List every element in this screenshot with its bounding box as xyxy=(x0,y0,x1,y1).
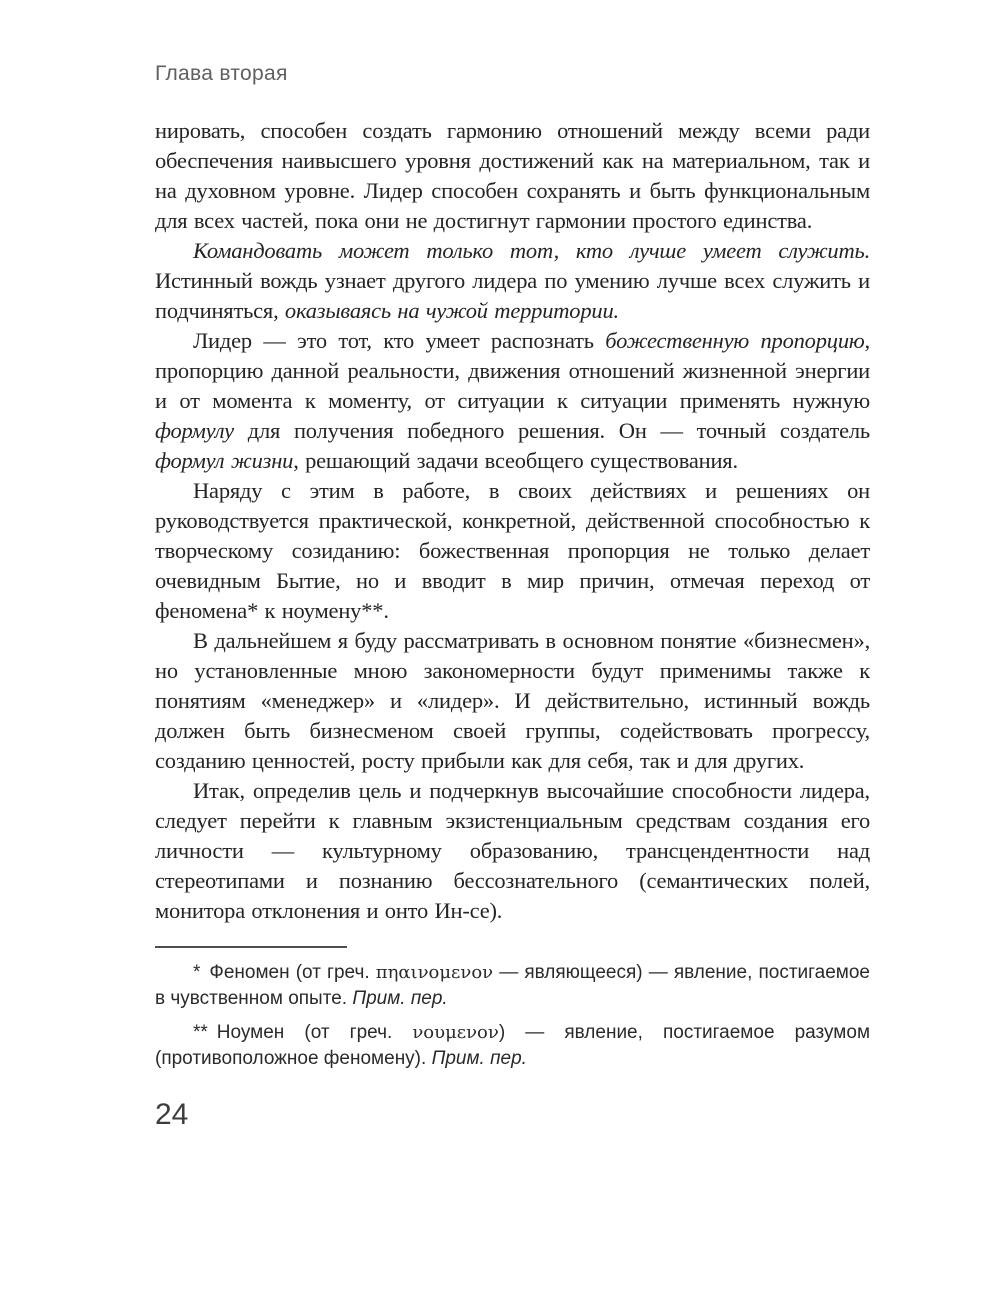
footnote xyxy=(155,1020,870,1072)
text-segment: В дальнейшем я буду рассматривать в основном понятие «бизнесмен», но установленные мною закономерности будут применимы также к понятиям «менеджер» и «лидер». И действительно, истинный вождь должен быть бизнесменом своей группы, содействовать прогрессу, созданию ценностей, росту прибыли как для себя, так и для других. xyxy=(155,628,870,773)
translator-note: Прим. пер. xyxy=(431,1048,527,1069)
italic-segment: божественную пропорцию xyxy=(605,328,865,353)
text-segment: Наряду с этим в работе, в своих действиях и решениях он руководствуется практической, конкретной, действенной способностью к творческому созиданию: божественная пропорция не только делает очевидным Бытие, но и вводит в мир причин, отмечая переход от феномена* к ноумену**. xyxy=(155,478,870,623)
footnote xyxy=(155,960,870,1012)
translator-note: Прим. пер. xyxy=(352,988,448,1009)
footnotes xyxy=(155,960,870,1072)
page-number: 24 xyxy=(155,1098,189,1131)
paragraph xyxy=(155,626,870,776)
italic-segment: формул жизни xyxy=(155,448,294,473)
body-text xyxy=(155,116,870,926)
text-segment: для получения победного решения. Он — точный создатель xyxy=(233,418,870,443)
greek-term: νουμενον xyxy=(412,1022,499,1043)
paragraph xyxy=(155,116,870,236)
italic-segment: Командовать может только тот, кто лучше умеет служить. xyxy=(193,238,870,263)
italic-segment: формулу xyxy=(155,418,234,443)
text-segment: Истинный вождь узнает другого лидера по умению лучше всех служить и подчиняться, xyxy=(155,268,870,323)
text-segment: ) — явление, постигаемое разумом (противоположное феномену). xyxy=(155,1022,871,1069)
footnote-separator xyxy=(155,946,347,948)
running-header: Глава вторая xyxy=(155,62,288,85)
paragraph xyxy=(155,776,870,926)
text-segment: Лидер — это тот, кто умеет распознать xyxy=(193,328,606,353)
greek-term: πηαινομενον xyxy=(375,962,494,983)
paragraph xyxy=(155,326,870,476)
text-segment: Ноумен (от греч. xyxy=(216,1022,413,1043)
footnote-marker: ** xyxy=(193,1022,208,1043)
text-segment: Феномен (от греч. xyxy=(209,962,376,983)
italic-segment: оказываясь на чужой территории. xyxy=(284,298,619,323)
text-segment: нировать, способен создать гармонию отношений между всеми ради обеспечения наивысшего уровня достижений как на материальном, так и на духовном уровне. Лидер способен сохранять и быть функциональным для всех частей, пока они не достигнут гармонии простого единства. xyxy=(155,118,870,233)
paragraph xyxy=(155,476,870,626)
text-segment: Итак, определив цель и подчеркнув высочайшие способности лидера, следует перейти к главным экзистенциальным средствам создания его личности — культурному образованию, трансцендентности над стереотипами и познанию бессознательного (семантических полей, монитора отклонения и онто Ин-се). xyxy=(155,778,870,923)
text-segment: , пропорцию данной реальности, движения отношений жизненной энергии и от момента к моменту, от ситуации к ситуации применять нужную xyxy=(155,328,870,413)
paragraph xyxy=(155,236,870,326)
footnote-marker: * xyxy=(193,962,201,983)
text-segment: — являющееся) — явление, постигаемое в чувственном опыте. xyxy=(155,962,870,1009)
text-segment: , решающий задачи всеобщего существования. xyxy=(293,448,738,473)
